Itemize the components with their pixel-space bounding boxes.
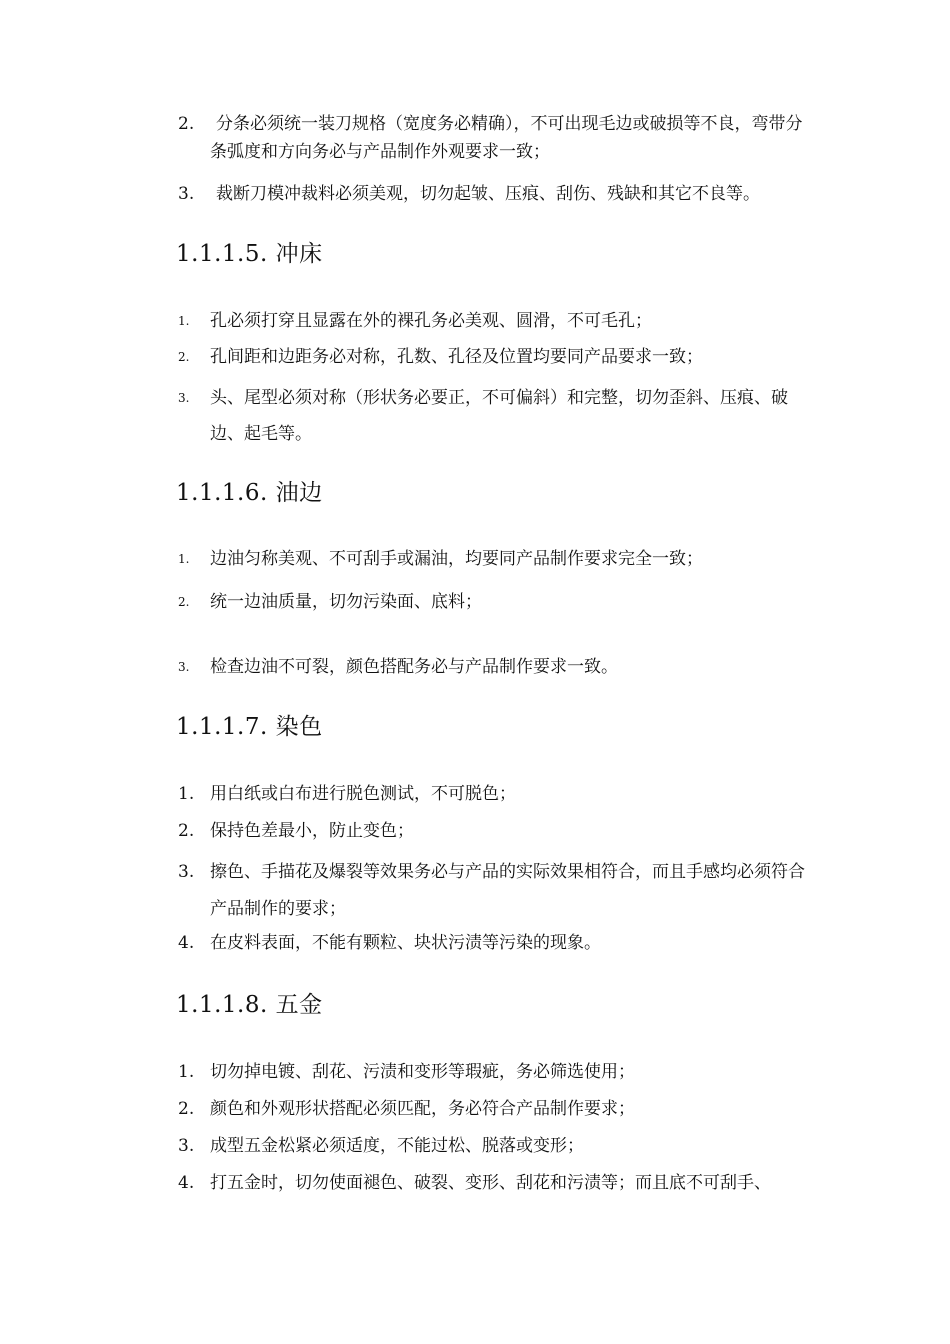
list-item bbox=[178, 1169, 808, 1197]
list-item bbox=[178, 653, 818, 681]
list-number: 2. bbox=[178, 595, 190, 609]
list-item bbox=[178, 588, 818, 616]
section-heading: 1.1.1.5. 冲床 bbox=[176, 241, 323, 267]
list-item bbox=[178, 1095, 818, 1123]
list-text: 统一边油质量，切勿污染面、底料； bbox=[210, 592, 482, 612]
list-number: 2. bbox=[178, 821, 195, 841]
list-text: 头、尾型必须对称（形状务必要正，不可偏斜）和完整，切勿歪斜、压痕、破边、起毛等。 bbox=[210, 388, 788, 444]
list-number: 3. bbox=[178, 391, 190, 405]
list-number: 2. bbox=[178, 114, 195, 134]
list-number: 2. bbox=[178, 350, 190, 364]
section-heading: 1.1.1.7. 染色 bbox=[176, 714, 323, 740]
section-heading: 1.1.1.6. 油边 bbox=[176, 480, 323, 506]
list-number: 1. bbox=[178, 314, 190, 328]
list-number: 1. bbox=[178, 1062, 195, 1082]
list-number: 4. bbox=[178, 1173, 195, 1193]
list-number: 1. bbox=[178, 784, 195, 804]
list-text: 检查边油不可裂，颜色搭配务必与产品制作要求一致。 bbox=[210, 657, 618, 677]
list-item bbox=[178, 180, 818, 208]
list-number: 2. bbox=[178, 1099, 195, 1119]
list-text: 边油匀称美观、不可刮手或漏油，均要同产品制作要求完全一致； bbox=[210, 549, 703, 569]
list-item bbox=[178, 343, 818, 371]
list-text: 分条必须统一装刀规格（宽度务必精确），不可出现毛边或破损等不良，弯带分条弧度和方向务必与产品制作外观要求一致； bbox=[210, 114, 803, 162]
list-item bbox=[178, 1058, 818, 1086]
list-text: 切勿掉电镀、刮花、污渍和变形等瑕疵，务必筛选使用； bbox=[210, 1062, 635, 1082]
list-item bbox=[178, 817, 818, 845]
list-text: 成型五金松紧必须适度，不能过松、脱落或变形； bbox=[210, 1136, 584, 1156]
list-item bbox=[178, 380, 808, 452]
list-number: 4. bbox=[178, 933, 195, 953]
list-number: 3. bbox=[178, 184, 195, 204]
list-text: 颜色和外观形状搭配必须匹配，务必符合产品制作要求； bbox=[210, 1099, 635, 1119]
list-item bbox=[178, 929, 818, 957]
list-item bbox=[178, 780, 818, 808]
list-text: 在皮料表面，不能有颗粒、块状污渍等污染的现象。 bbox=[210, 933, 601, 953]
list-number: 1. bbox=[178, 552, 190, 566]
list-number: 3. bbox=[178, 862, 195, 882]
list-text: 裁断刀模冲裁料必须美观，切勿起皱、压痕、刮伤、残缺和其它不良等。 bbox=[216, 184, 760, 204]
list-text: 用白纸或白布进行脱色测试，不可脱色； bbox=[210, 784, 516, 804]
section-heading: 1.1.1.8. 五金 bbox=[176, 992, 323, 1018]
list-number: 3. bbox=[178, 660, 190, 674]
list-number: 3. bbox=[178, 1136, 195, 1156]
list-item bbox=[178, 1132, 818, 1160]
list-item bbox=[178, 307, 818, 335]
list-text: 孔必须打穿且显露在外的裸孔务必美观、圆滑，不可毛孔； bbox=[210, 311, 652, 331]
list-item bbox=[178, 110, 818, 166]
list-item bbox=[178, 854, 808, 928]
list-text: 孔间距和边距务必对称，孔数、孔径及位置均要同产品要求一致； bbox=[210, 347, 703, 367]
list-text: 擦色、手描花及爆裂等效果务必与产品的实际效果相符合，而且手感均必须符合产品制作的要求； bbox=[210, 862, 805, 919]
list-text: 打五金时，切勿使面褪色、破裂、变形、刮花和污渍等；而且底不可刮手、 bbox=[210, 1173, 771, 1193]
list-text: 保持色差最小，防止变色； bbox=[210, 821, 414, 841]
list-item bbox=[178, 545, 818, 573]
